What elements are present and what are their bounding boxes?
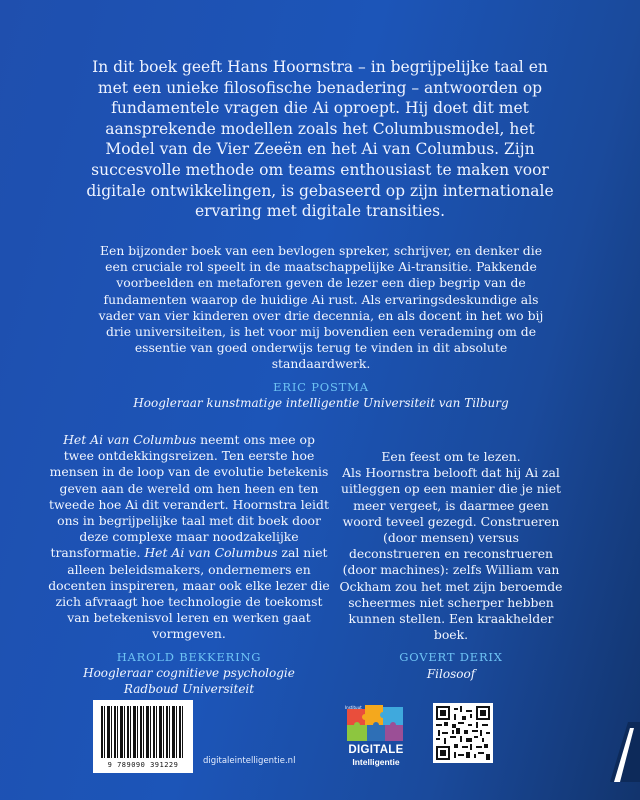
isbn-number: 9 789090 391229 — [107, 761, 179, 769]
reviewer-name: GOVERT DERIX — [399, 650, 503, 665]
barcode-bars — [101, 706, 185, 758]
review-text — [48, 432, 330, 643]
publisher-mark-icon — [600, 712, 640, 782]
logo-top-text: Instituut — [345, 705, 362, 710]
review-postma — [90, 243, 552, 411]
reviewer-role: Hoogleraar cognitieve psychologie — [83, 665, 295, 680]
publisher-logo — [345, 703, 407, 771]
review-text: Als Hoornstra belooft dat hij Ai zal uitleggen op een manier die je niet meer vergeet, is daarmee geen woord teveel gezegd. Construeren (door mensen) versus deconstrueren en reconstrueren (door machines): zelfs William van Ockham zou het met zijn beroemde scheermes niet scherper hebben kunnen stellen. Een kraakhelder boek. — [339, 465, 563, 643]
qr-pattern — [436, 706, 490, 760]
review-derix — [338, 449, 564, 682]
logo-title: DIGITALE — [348, 744, 404, 756]
reviewer-name: HAROLD BEKKERING — [116, 649, 262, 664]
review-text-part: neemt ons mee op twee ontdekkingsreizen. Ten eerste hoe mensen in de loop van de evolutie betekenis geven aan de wereld om hen heen en ten tweede hoe Ai dit verandert. Hoornstra leidt ons in begrijpelijke taal met dit boek door deze complexe maar noodzakelijke transformatie. — [49, 432, 329, 561]
review-text: Een bijzonder boek van een bevlogen spreker, schrijver, en denker die een cruciale rol speelt in de maatschappelijke Ai-transitie. Pakkende voorbeelden en metaforen geven de lezer een diep begrip van de fundamenten waarop de huidige Ai rust. Als ervaringsdeskundige als vader van vier kinderen over drie decennia, en als docent in het wo bij drie universiteiten, is het voor mij bovendien een verademing om de essentie van goed onderwijs terug te vinden in dit absolute standaardwerk. — [98, 243, 544, 372]
barcode-icon — [93, 700, 193, 773]
reviewer-role: Hoogleraar kunstmatige intelligentie Universiteit van Tilburg — [133, 395, 509, 410]
review-bekkering — [48, 432, 330, 697]
reviewer-name: ERIC POSTMA — [273, 379, 369, 394]
book-title-italic: Het Ai van Columbus — [144, 545, 278, 561]
intro-paragraph: In dit boek geeft Hans Hoornstra – in begrijpelijke taal en met een unieke filosofische benadering – antwoorden op fundamentele vragen die Ai oproept. Hij doet dit met aansprekende modellen zoals het Columbusmodel, het Model van de Vier Zeeën en het Ai van Columbus. Zijn succesvolle methode om teams enthousiast te maken voor digitale ontwikkelingen, is gebaseerd op zijn internationale ervaring met digitale transities. — [86, 58, 554, 221]
reviewer-role: Filosoof — [426, 666, 476, 681]
website-url: digitaleintelligentie.nl — [203, 756, 296, 766]
review-opening: Een feest om te lezen. — [381, 449, 521, 464]
logo-subtitle: Intelligentie — [352, 757, 400, 767]
reviewer-affiliation: Radboud Universiteit — [123, 681, 255, 696]
qr-code-icon — [433, 703, 493, 763]
book-title-italic: Het Ai van Columbus — [63, 432, 197, 447]
review-text-part: zal niet alleen beleidsmakers, ondernemers en docenten inspireren, maar ook elke lezer die zich afvraagt hoe technologie de toekomst van betekenisvol leren en werken gaat vormgeven. — [48, 545, 330, 642]
